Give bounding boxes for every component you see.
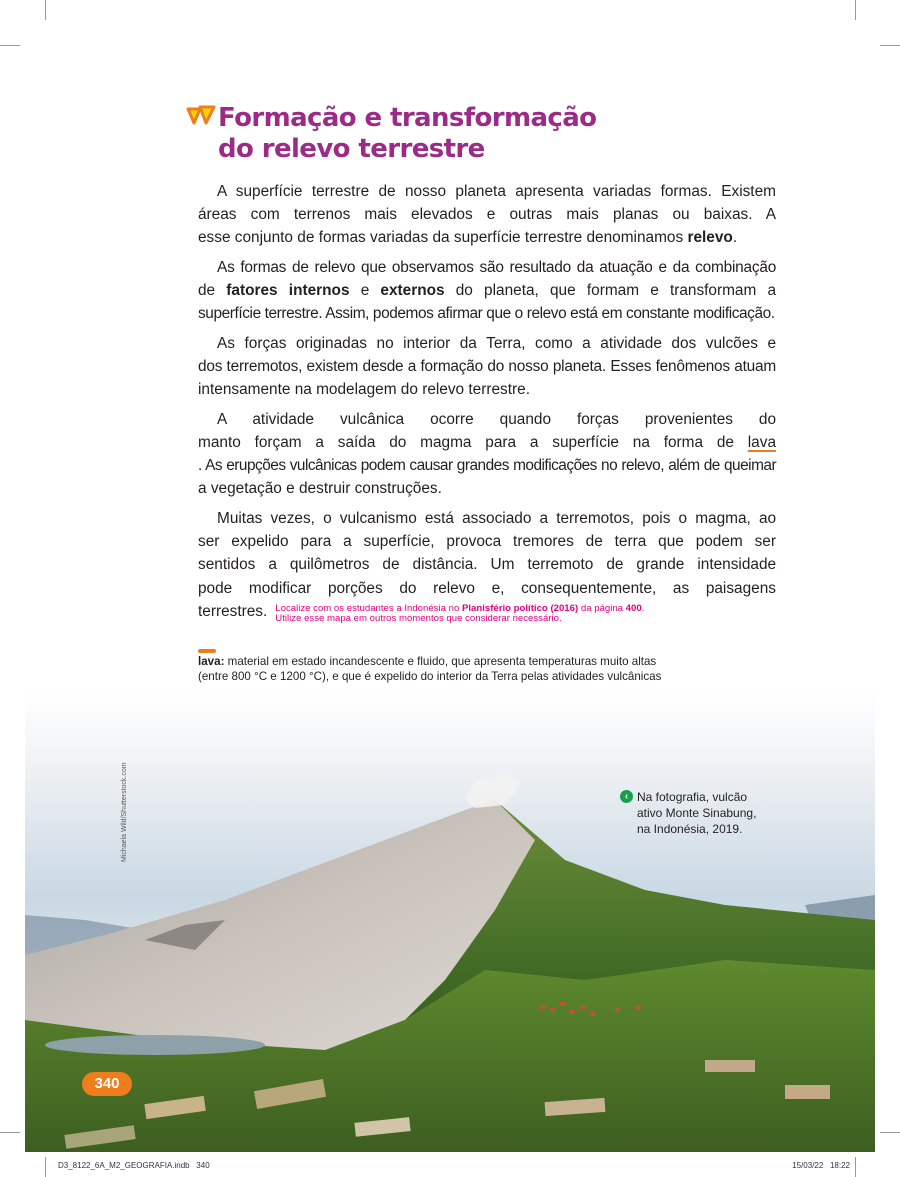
footer-file-info: D3_8122_6A_M2_GEOGRAFIA.indb 340 bbox=[58, 1161, 210, 1170]
double-chevron-icon bbox=[186, 105, 218, 131]
field bbox=[705, 1060, 755, 1072]
crop-mark bbox=[880, 1132, 900, 1133]
caption-line: na Indonésia, 2019. bbox=[637, 822, 743, 836]
text-line: esse conjunto de formas variadas da superfície terrestre denominamos relevo. bbox=[198, 229, 738, 247]
text-line: de fatores internos e externos do planeta, que formam e transformam a bbox=[198, 282, 777, 300]
text-line: sentidos a quilômetros de distância. Um terremoto de grande intensidade bbox=[198, 556, 777, 574]
paragraph-5 bbox=[198, 507, 776, 623]
paragraph-1 bbox=[198, 180, 776, 250]
paragraph-3 bbox=[198, 332, 776, 402]
body-text bbox=[198, 180, 776, 629]
note-bold: 400 bbox=[625, 602, 642, 614]
text-line: superfície terrestre. Assim, podemos afirmar que o relevo está em constante modificação. bbox=[198, 305, 775, 323]
text-line: A superfície terrestre de nosso planeta apresenta variadas formas. Existem bbox=[217, 183, 776, 200]
text: terrestres. bbox=[198, 602, 268, 620]
text-line: pode modificar porções do relevo e, consequentemente, as paisagens bbox=[198, 579, 776, 597]
text-line: manto forçam a saída do magma para a superfície na forma de lava bbox=[198, 434, 776, 452]
bold-term: internos bbox=[288, 282, 350, 300]
text-line: dos terremotos, existem desde a formação do nosso planeta. Esses fenômenos atuam bbox=[198, 358, 777, 376]
title-line-1: Formação e transformação bbox=[218, 103, 597, 133]
note-bold: Planisfério político (2016) bbox=[461, 602, 579, 614]
page-title bbox=[218, 103, 596, 165]
glossary-box bbox=[198, 655, 738, 684]
text-line: Muitas vezes, o vulcanismo está associado a terremotos, pois o magma, ao bbox=[217, 510, 777, 527]
glossary-term: lava: bbox=[198, 655, 225, 668]
note-text: da página bbox=[578, 602, 626, 614]
photo-credit: Michaela Wild/Shutterstock.com bbox=[121, 762, 128, 862]
glossary-link-lava[interactable]: lava bbox=[747, 434, 776, 452]
caption-text bbox=[637, 789, 795, 837]
note-text: . bbox=[641, 602, 645, 614]
title-line-2: do relevo terrestre bbox=[218, 134, 485, 164]
page-number: 340 bbox=[82, 1072, 132, 1096]
paragraph-2 bbox=[198, 256, 776, 326]
field bbox=[785, 1085, 830, 1099]
photo-caption bbox=[620, 789, 795, 837]
footer-datetime: 15/03/22 18:22 bbox=[792, 1161, 850, 1170]
text-line: áreas com terrenos mais elevados e outras mais planas ou baixas. A bbox=[198, 206, 777, 224]
bold-term: relevo bbox=[687, 229, 733, 247]
text-line bbox=[198, 600, 776, 623]
chevron-left-icon: ‹ bbox=[620, 790, 633, 803]
text-line: As forças originadas no interior da Terra, como a atividade dos vulcões e bbox=[217, 334, 777, 352]
bold-term: fatores bbox=[226, 282, 278, 300]
text-line: . As erupções vulcânicas podem causar grandes modificações no relevo, além de queimar bbox=[198, 457, 777, 475]
bold-term: externos bbox=[380, 282, 445, 300]
caption-line: ativo Monte Sinabung, bbox=[637, 806, 757, 820]
teacher-note bbox=[275, 600, 644, 625]
glossary-line bbox=[198, 655, 738, 670]
glossary-definition: material em estado incandescente e fluido, que apresenta temperaturas muito altas bbox=[224, 655, 657, 668]
text-line: A atividade vulcânica ocorre quando forças provenientes do bbox=[217, 410, 777, 428]
crop-mark bbox=[45, 0, 46, 20]
caption-line: Na fotografia, vulcão bbox=[637, 790, 748, 804]
text-line: a vegetação e destruir construções. bbox=[198, 480, 442, 498]
section-heading bbox=[186, 103, 806, 169]
crop-mark bbox=[855, 0, 856, 20]
volcano-photo bbox=[25, 690, 875, 1152]
crop-mark bbox=[855, 1157, 856, 1177]
crop-mark bbox=[0, 1132, 20, 1133]
text-line: ser expelido para a superfície, provoca tremores de terra que podem ser bbox=[198, 533, 776, 551]
glossary-definition: (entre 800 °C e 1200 °C), e que é expelido do interior da Terra pelas atividades vulcânicas bbox=[198, 669, 662, 683]
text-line: intensamente na modelagem do relevo terrestre. bbox=[198, 381, 530, 399]
note-text: Utilize esse mapa em outros momentos que considerar necessário. bbox=[275, 613, 562, 625]
note-text: Localize com os estudantes a Indonésia no bbox=[275, 602, 462, 614]
glossary-marker bbox=[198, 649, 216, 653]
crop-mark bbox=[45, 1157, 46, 1177]
paragraph-4 bbox=[198, 408, 776, 501]
crop-mark bbox=[880, 45, 900, 46]
text-line: As formas de relevo que observamos são resultado da atuação e da combinação bbox=[217, 258, 777, 276]
crop-mark bbox=[0, 45, 20, 46]
lake bbox=[45, 1035, 265, 1055]
